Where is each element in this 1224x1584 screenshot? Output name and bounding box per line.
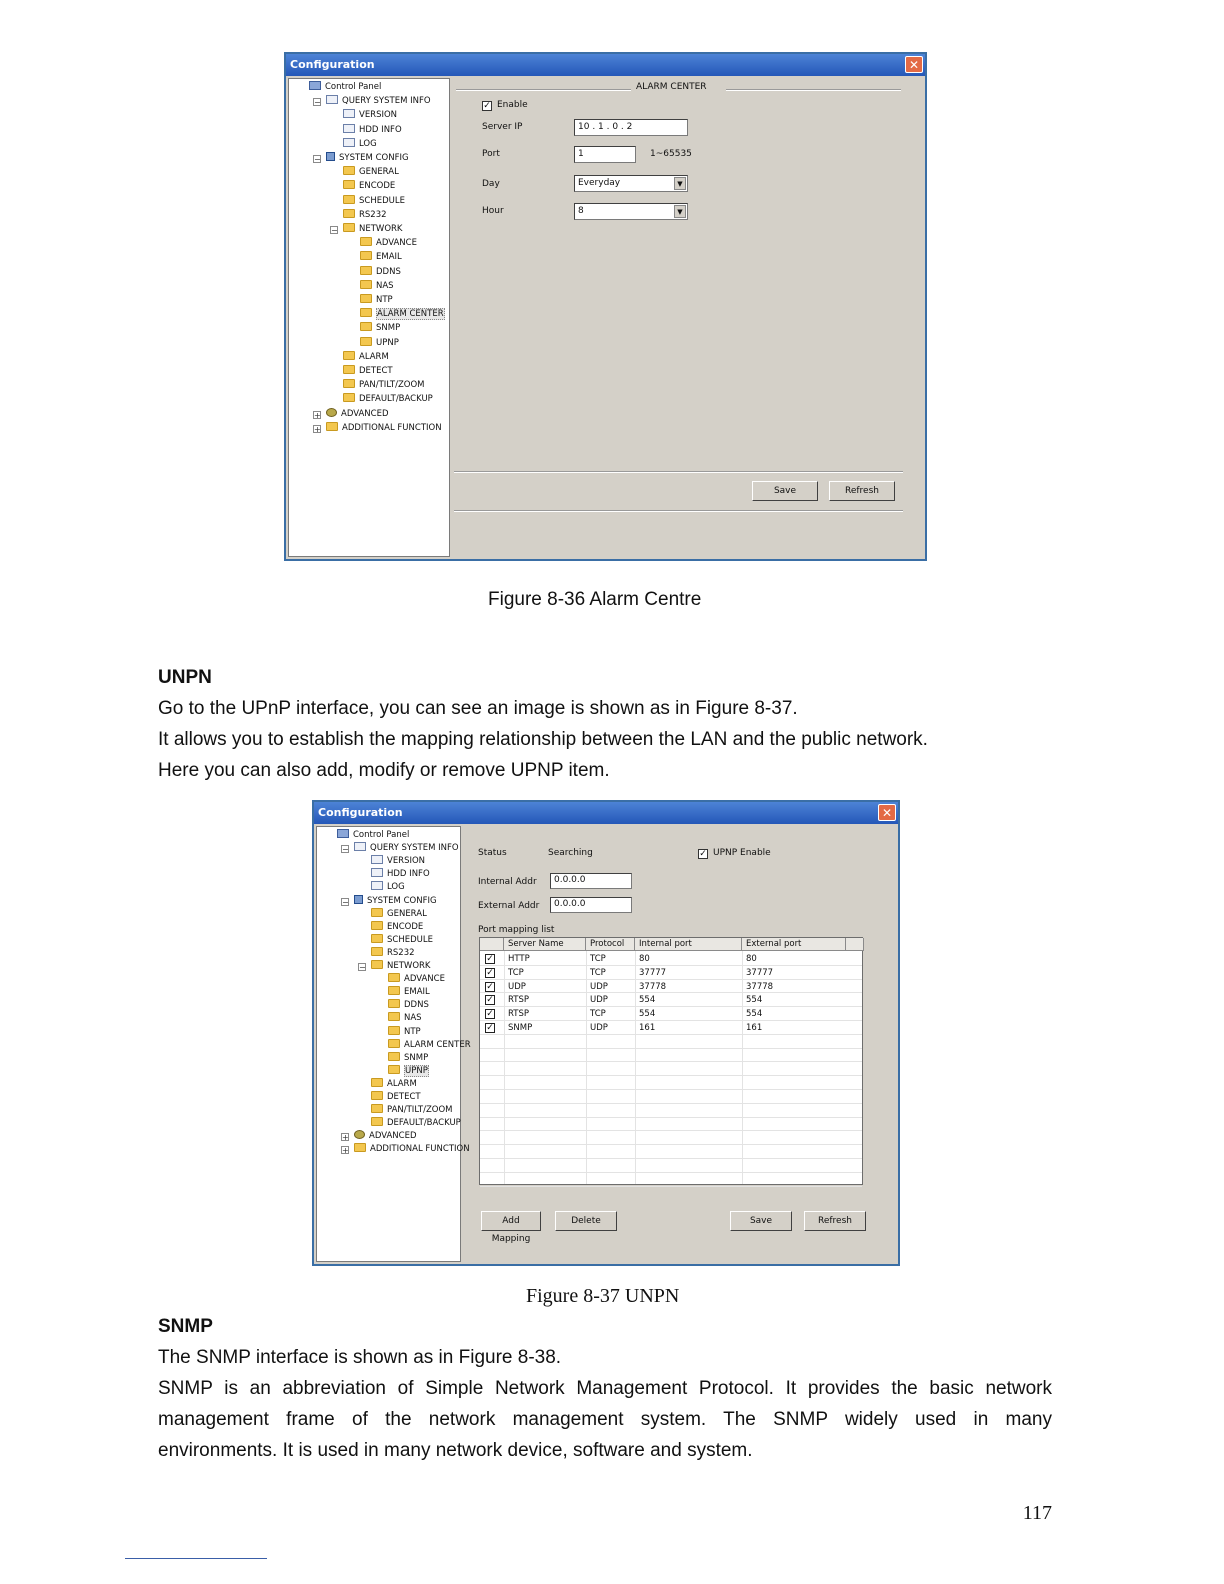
grid-line [504,951,505,1184]
folder-icon [388,1026,400,1035]
expand-icon[interactable]: + [342,1133,349,1143]
config-tree [288,78,450,557]
tree-item-rs232[interactable] [343,209,387,222]
tree-item-label: DETECT [359,366,393,376]
tree-item-log[interactable] [371,881,405,894]
table-cell-internal: 161 [639,1023,656,1033]
collapse-icon[interactable]: − [359,963,366,972]
delete-button[interactable]: Delete [555,1211,617,1231]
folder-icon [360,294,372,303]
table-cell-internal: 554 [639,995,656,1006]
port-input[interactable]: 1 [574,146,636,163]
table-cell-external: 37777 [746,967,774,978]
tree-item-general[interactable] [371,908,427,921]
tree-item-label: DEFAULT/BACKUP [387,1118,461,1129]
grid-line [480,992,862,993]
tree-item-label: UPNP [376,337,399,348]
tree-item-alarm-center[interactable] [360,308,445,321]
tree-item-label: ALARM CENTER [377,309,444,320]
table-cell-name: TCP [508,967,524,978]
upnp-enable-label: UPNP Enable [713,848,771,858]
document-icon [343,109,355,118]
tree-item-label: SYSTEM CONFIG [367,895,437,906]
tree-item-label: PAN/TILT/ZOOM [359,380,425,391]
row-checkbox[interactable]: ✓ [486,967,494,978]
tree-item-label: ENCODE [359,181,396,192]
tree-item-advance[interactable] [360,237,417,250]
hour-value: 8 [578,206,584,216]
tree-item-label: ALARM CENTER [404,1039,471,1050]
folder-icon [360,308,372,317]
tree-item-label: EMAIL [404,987,430,998]
table-cell-external: 161 [746,1023,763,1033]
folder-icon [360,266,372,275]
tree-item-additional-function[interactable] [354,1143,470,1156]
collapse-icon[interactable]: − [331,226,338,235]
tree-item-label: VERSION [359,110,398,121]
status-label: Status [478,848,507,858]
panel-icon [337,829,349,838]
table-cell-name: RTSP [508,1009,530,1020]
chevron-down-icon[interactable]: ▼ [674,205,686,218]
save-button[interactable]: Save [730,1211,792,1231]
tree-item-label: LOG [387,882,405,893]
column-header-select [480,938,504,951]
folder-icon [326,422,338,431]
section-heading-snmp: SNMP [158,1316,213,1337]
folder-icon [371,1091,383,1100]
folder-icon [388,1052,400,1061]
table-cell-external: 554 [746,1009,763,1020]
tree-item-label: DETECT [387,1092,421,1102]
tree-item-label: NAS [376,280,394,291]
grid-line [635,951,636,1184]
tree-item-hdd-info[interactable] [343,124,402,137]
expand-icon[interactable]: + [314,410,321,420]
port-mapping-table [479,937,863,1185]
tree-item-system-config[interactable] [326,152,409,165]
gear-icon [326,408,337,417]
document-icon [354,842,366,851]
row-checkbox[interactable]: ✓ [486,995,494,1006]
grid-line [480,979,862,980]
tree-item-label: ADVANCE [376,238,417,249]
port-mapping-label: Port mapping list [478,925,555,935]
section-heading-unpn: UNPN [158,667,212,688]
hour-select[interactable] [574,203,688,220]
grid-line [586,951,587,1184]
window-title: Configuration [318,806,403,819]
tree-item-label: ENCODE [387,921,424,932]
tree-item-label: Control Panel [353,830,410,840]
tree-item-label: DDNS [376,266,401,277]
folder-icon [343,180,355,189]
collapse-icon[interactable]: − [342,845,349,855]
tree-item-nas[interactable] [360,280,394,293]
tree-item-label: QUERY SYSTEM INFO [370,843,459,854]
folder-icon [343,195,355,204]
folder-icon [343,166,355,175]
separator [454,510,903,512]
tree-item-label: LOG [359,138,377,149]
tree-item-log[interactable] [343,138,377,151]
internal-addr-label: Internal Addr [478,877,537,887]
window-title: Configuration [290,58,375,71]
tree-item-advanced[interactable] [326,408,389,421]
tree-item-label: NTP [404,1026,421,1037]
row-checkbox[interactable]: ✓ [486,954,494,964]
table-cell-name: HTTP [508,954,530,964]
folder-icon [371,921,383,930]
tree-item-version[interactable] [371,855,425,868]
folder-icon [343,209,355,218]
tree-item-control-panel[interactable] [309,81,381,94]
expand-icon[interactable]: + [342,1146,349,1156]
grid-line [480,1034,862,1035]
paragraph-line: SNMP is an abbreviation of Simple Network Management Protocol. It provides the basic network [158,1378,1052,1399]
tree-item-ddns[interactable] [360,266,401,279]
table-cell-name: UDP [508,981,526,992]
tree-item-email[interactable] [360,251,402,264]
server-ip-label: Server IP [482,122,523,132]
tree-item-label: ADVANCED [341,408,389,419]
tree-item-encode[interactable] [371,921,423,934]
grid-line [480,1172,862,1173]
settings-icon [354,895,363,904]
tree-item-label: SCHEDULE [359,195,405,206]
column-header[interactable]: Internal port [635,938,742,951]
figure-caption-8-37: Figure 8-37 UNPN [526,1285,680,1307]
expand-icon[interactable]: + [314,424,321,434]
tree-item-default-backup[interactable] [343,393,433,406]
tree-item-label: QUERY SYSTEM INFO [342,96,431,107]
tree-item-label: EMAIL [376,252,402,263]
upnp-enable-checkbox[interactable]: ✓ UPNP Enable [699,848,771,859]
table-cell-external: 554 [746,995,763,1006]
tree-item-label: VERSION [387,856,426,867]
tree-item-version[interactable] [343,109,397,122]
table-cell-protocol: TCP [590,1009,606,1020]
tree-item-advance[interactable] [388,973,445,986]
tree-item-label: ADDITIONAL FUNCTION [342,422,442,433]
folder-icon [343,365,355,374]
refresh-button[interactable]: Refresh [804,1211,866,1231]
tree-item-label: GENERAL [359,167,399,178]
enable-checkbox[interactable]: ✓ Enable [483,100,528,111]
folder-icon [354,1143,366,1152]
folder-icon [343,379,355,388]
tree-item-label: SNMP [404,1052,429,1063]
tree-item-system-config[interactable] [354,895,437,908]
tree-item-general[interactable] [343,166,399,179]
chevron-down-icon[interactable]: ▼ [674,177,686,190]
table-cell-external: 37778 [746,981,774,992]
tree-item-label: SCHEDULE [387,934,433,945]
tree-item-snmp[interactable] [360,322,400,335]
folder-icon [360,337,372,346]
tree-item-label: ADVANCE [404,974,445,985]
folder-icon [371,947,383,956]
tree-item-label: SYSTEM CONFIG [339,153,409,163]
folder-icon [388,1039,400,1048]
footnote-rule [125,1558,267,1559]
tree-item-label: ADVANCED [369,1131,417,1142]
grid-line [480,1061,862,1062]
internal-addr-input[interactable]: 0.0.0.0 [550,873,632,889]
tree-item-pan-tilt-zoom[interactable] [343,379,424,392]
folder-icon [371,908,383,917]
port-label: Port [482,149,500,159]
tree-item-label: HDD INFO [359,124,402,135]
table-cell-internal: 37778 [639,981,667,992]
tree-item-label: RS232 [359,209,387,220]
alarm-center-window [284,52,927,561]
tree-item-label: HDD INFO [387,869,430,880]
folder-icon [343,351,355,360]
folder-icon [343,393,355,402]
tree-item-rs232[interactable] [371,947,415,960]
folder-icon [343,223,355,232]
grid-line [480,1103,862,1104]
paragraph-line: It allows you to establish the mapping relationship between the LAN and the public network. [158,729,928,750]
tree-item-label: SNMP [376,323,401,334]
column-header[interactable]: External port [742,938,846,951]
paragraph-line: Go to the UPnP interface, you can see an image is shown as in Figure 8-37. [158,698,798,719]
folder-icon [388,1065,400,1074]
tree-item-label: ALARM [359,351,389,362]
grid-line [480,1089,862,1090]
group-line-left [456,89,631,91]
paragraph-line: Here you can also add, modify or remove UPNP item. [158,760,610,781]
group-line-right [726,89,901,91]
tree-item-additional-function[interactable] [326,422,442,435]
grid-line [480,1130,862,1131]
tree-item-label: NTP [376,295,393,305]
grid-line [480,1144,862,1145]
tree-item-label: NETWORK [387,961,431,971]
folder-icon [388,999,400,1008]
grid-line [480,1158,862,1159]
document-icon [371,868,383,877]
tree-item-query-system-info[interactable] [326,95,431,108]
tree-item-pan-tilt-zoom[interactable] [371,1104,452,1117]
table-cell-name: RTSP [508,995,530,1006]
table-cell-internal: 80 [639,954,650,964]
tree-item-label: NAS [404,1013,422,1024]
tree-item-alarm[interactable] [371,1078,417,1091]
folder-icon [371,934,383,943]
tree-item-alarm-center[interactable] [388,1039,471,1052]
close-icon[interactable]: ✕ [905,56,923,73]
table-cell-protocol: UDP [590,981,608,992]
tree-item-label: UPNP [405,1065,428,1076]
grid-line [480,1186,862,1187]
table-cell-protocol: UDP [590,995,608,1006]
external-addr-label: External Addr [478,901,540,911]
document-icon [326,95,338,104]
tree-item-advanced[interactable] [354,1130,417,1143]
folder-icon [388,1012,400,1021]
panel-icon [309,81,321,90]
gear-icon [354,1130,365,1139]
table-cell-name: SNMP [508,1023,533,1033]
document-icon [371,855,383,864]
day-select[interactable] [574,175,688,192]
tree-item-nas[interactable] [388,1012,422,1025]
upnp-window [312,800,900,1266]
group-title: ALARM CENTER [636,82,707,92]
folder-icon [388,973,400,982]
tree-item-upnp[interactable] [388,1065,429,1078]
folder-icon [360,280,372,289]
day-value: Everyday [578,178,621,188]
row-checkbox[interactable]: ✓ [486,1023,494,1033]
tree-item-default-backup[interactable] [371,1117,461,1130]
table-cell-protocol: TCP [590,967,606,978]
external-addr-input[interactable]: 0.0.0.0 [550,897,632,913]
table-cell-internal: 554 [639,1009,656,1020]
tree-item-label: DDNS [404,1000,429,1011]
folder-icon [360,251,372,260]
document-icon [343,138,355,147]
tree-item-schedule[interactable] [343,195,405,208]
save-button[interactable]: Save [752,481,818,501]
add-mapping-button[interactable]: Add Mapping [481,1211,541,1231]
config-tree [316,826,471,1262]
folder-icon [360,237,372,246]
tree-item-label: Control Panel [325,82,382,92]
grid-line [480,1006,862,1007]
enable-label: Enable [497,100,528,110]
page-number: 117 [1022,1502,1052,1524]
server-ip-input[interactable]: 10 . 1 . 0 . 2 [574,119,688,136]
collapse-icon[interactable]: − [314,98,321,108]
window-titlebar [286,54,925,76]
folder-icon [371,1078,383,1087]
column-header[interactable]: Server Name [504,938,586,951]
tree-item-label: NETWORK [359,224,403,234]
row-checkbox[interactable]: ✓ [486,981,494,992]
grid-line [480,1048,862,1049]
tree-item-label: ALARM [387,1078,417,1089]
status-value: Searching [548,848,593,858]
grid-line [480,965,862,966]
grid-line [480,1075,862,1076]
tree-item-label: RS232 [387,947,415,958]
tree-item-label: DEFAULT/BACKUP [359,394,433,405]
document-icon [343,124,355,133]
tree-item-network[interactable] [371,960,431,973]
table-cell-external: 80 [746,954,757,964]
folder-icon [371,1104,383,1113]
collapse-icon[interactable]: − [342,897,349,907]
table-cell-protocol: UDP [590,1023,608,1033]
tree-item-label: GENERAL [387,908,427,919]
tree-item-query-system-info[interactable] [354,842,459,855]
tree-item-snmp[interactable] [388,1052,428,1065]
column-header[interactable]: Protocol [586,938,635,951]
tree-item-email[interactable] [388,986,430,999]
table-cell-protocol: TCP [590,954,606,964]
tree-item-control-panel[interactable] [337,829,409,842]
port-range-hint: 1~65535 [650,149,692,159]
hour-label: Hour [482,206,504,216]
table-cell-internal: 37777 [639,967,667,978]
grid-line [480,1117,862,1118]
window-titlebar [314,802,898,824]
folder-icon [371,1117,383,1126]
folder-icon [360,322,372,331]
grid-line [480,1020,862,1021]
tree-item-hdd-info[interactable] [371,868,430,881]
settings-icon [326,152,335,161]
document-icon [371,881,383,890]
tree-item-network[interactable] [343,223,403,236]
paragraph-line: The SNMP interface is shown as in Figure 8-38. [158,1347,562,1368]
tree-item-upnp[interactable] [360,337,399,350]
figure-caption-8-36: Figure 8-36 Alarm Centre [488,589,702,610]
day-label: Day [482,179,500,189]
close-icon[interactable]: ✕ [878,804,896,821]
tree-item-label: ADDITIONAL FUNCTION [370,1144,470,1155]
separator [454,471,903,473]
tree-item-label: PAN/TILT/ZOOM [387,1105,453,1116]
paragraph-line: management frame of the network management system. The SNMP widely used in many [158,1409,1052,1430]
refresh-button[interactable]: Refresh [829,481,895,501]
tree-item-ntp[interactable] [360,294,393,307]
tree-item-schedule[interactable] [371,934,433,947]
tree-item-alarm[interactable] [343,351,389,364]
paragraph-line: environments. It is used in many network device, software and system. [158,1440,753,1461]
grid-line [742,951,743,1184]
tree-item-ddns[interactable] [388,999,429,1012]
collapse-icon[interactable]: − [314,155,321,164]
tree-item-encode[interactable] [343,180,395,193]
folder-icon [371,960,383,969]
tree-item-detect[interactable] [371,1091,421,1104]
tree-item-ntp[interactable] [388,1026,421,1039]
row-checkbox[interactable]: ✓ [486,1009,494,1020]
tree-item-detect[interactable] [343,365,393,378]
column-header-filler [846,938,864,951]
folder-icon [388,986,400,995]
